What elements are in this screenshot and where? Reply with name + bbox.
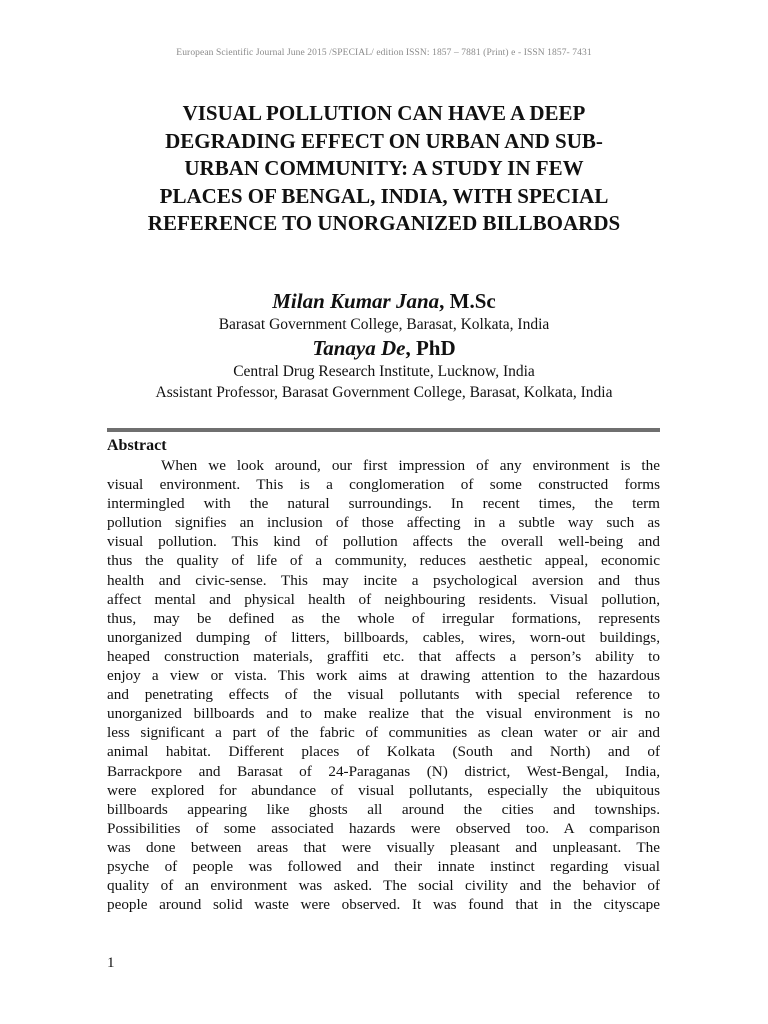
abstract-line: When we look around, our first impression of any environment is the	[161, 457, 660, 474]
abstract-line: less significant a part of the fabric of communities as clean water or air and	[107, 724, 660, 742]
abstract-line: health and civic-sense. This may incite a psychological aversion and thus	[107, 571, 660, 589]
abstract-heading: Abstract	[107, 437, 167, 454]
title-line: REFERENCE TO UNORGANIZED BILLBOARDS	[147, 211, 621, 235]
abstract-line: animal habitat. Different places of Kolkata (South and North) and of	[107, 743, 660, 761]
abstract-line: people around solid waste were observed. It was found that in the cityscape	[107, 896, 660, 914]
author-affiliation: Barasat Government College, Barasat, Kolkata, India	[218, 316, 550, 333]
abstract-line: psyche of people was followed and their innate instinct regarding visual	[107, 857, 660, 875]
author-degree: , PhD	[405, 336, 456, 360]
title-line: URBAN COMMUNITY: A STUDY IN FEW	[184, 156, 584, 180]
abstract-line: billboards appearing like ghosts all around the cities and townships.	[107, 800, 660, 818]
author-affiliation: Assistant Professor, Barasat Government College, Barasat, Kolkata, India	[155, 384, 613, 401]
author-degree: , M.Sc	[439, 289, 496, 313]
abstract-line: visual environment. This is a conglomeration of some constructed forms	[107, 476, 660, 494]
abstract-line: enjoy a view or vista. This work aims at drawing attention to the hazardous	[107, 667, 660, 685]
section-divider	[107, 428, 660, 432]
abstract-line: and penetrating effects of the visual pollutants with special reference to	[107, 686, 660, 704]
page-number: 1	[107, 955, 115, 971]
title-line: DEGRADING EFFECT ON URBAN AND SUB-	[165, 128, 603, 153]
abstract-line: pollution signifies an inclusion of those affecting in a subtle way such as	[107, 514, 660, 532]
abstract-line: thus the quality of life of a community, reduces aesthetic appeal, economic	[107, 552, 660, 570]
abstract-line: was done between areas that were visually pleasant and unpleasant. The	[107, 838, 660, 856]
author-block	[0, 288, 768, 403]
title-line: VISUAL POLLUTION CAN HAVE A DEEP	[182, 101, 586, 125]
author-1	[0, 288, 768, 314]
paper-title	[100, 100, 668, 238]
abstract-line: affect mental and physical health of neighbouring residents. Visual pollution,	[107, 590, 660, 608]
abstract-line: visual pollution. This kind of pollution affects the overall well-being and	[107, 533, 660, 551]
abstract-section	[107, 436, 660, 914]
abstract-line: Possibilities of some associated hazards were observed too. A comparison	[107, 819, 660, 837]
title-line: PLACES OF BENGAL, INDIA, WITH SPECIAL	[159, 183, 609, 208]
author-name: Tanaya De	[312, 336, 406, 360]
journal-header: European Scientific Journal June 2015 /SPECIAL/ edition ISSN: 1857 – 7881 (Print) e - ISSN 1857- 7431	[176, 48, 592, 58]
abstract-line: intermingled with the natural surroundings. In recent times, the term	[107, 495, 660, 513]
author-2	[0, 335, 768, 361]
abstract-line: heaped construction materials, graffiti etc. that affects a person’s ability to	[107, 647, 660, 665]
author-affiliation: Central Drug Research Institute, Lucknow, India	[233, 363, 535, 380]
abstract-line: thus, may be defined as the whole of irregular formations, represents	[107, 609, 660, 627]
abstract-line: were explored for abundance of visual pollutants, especially the ubiquitous	[107, 781, 660, 799]
abstract-line: unorganized dumping of litters, billboards, cables, wires, worn-out buildings,	[107, 628, 660, 646]
abstract-line: quality of an environment was asked. The social civility and the behavior of	[107, 877, 660, 895]
abstract-body	[107, 456, 660, 914]
abstract-line: Barrackpore and Barasat of 24-Paraganas (N) district, West-Bengal, India,	[107, 762, 660, 780]
abstract-line: unorganized billboards and to make realize that the visual environment is no	[107, 705, 660, 723]
author-name: Milan Kumar Jana	[272, 289, 440, 313]
